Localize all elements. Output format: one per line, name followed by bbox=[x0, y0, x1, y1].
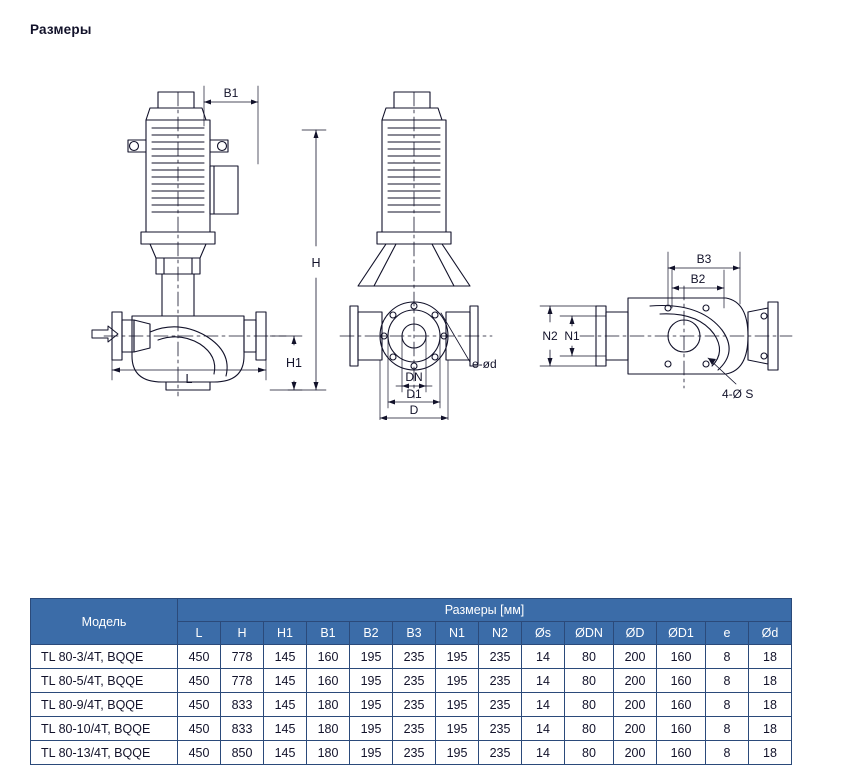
cell-H: 850 bbox=[221, 741, 264, 765]
cell-N1: 195 bbox=[436, 669, 479, 693]
dimensions-group-header: Размеры [мм] bbox=[178, 599, 792, 622]
cell-B2: 195 bbox=[350, 741, 393, 765]
cell-H1: 145 bbox=[264, 717, 307, 741]
cell-OD: 200 bbox=[614, 669, 657, 693]
cell-B2: 195 bbox=[350, 669, 393, 693]
cell-Os: 14 bbox=[522, 645, 565, 669]
cell-ODN: 80 bbox=[565, 693, 614, 717]
dimensions-table bbox=[30, 598, 792, 765]
cell-OD: 200 bbox=[614, 645, 657, 669]
cell-OD: 200 bbox=[614, 717, 657, 741]
cell-H: 778 bbox=[221, 645, 264, 669]
plan-view bbox=[540, 252, 792, 401]
cell-OD1: 160 bbox=[657, 741, 706, 765]
cell-ODN: 80 bbox=[565, 717, 614, 741]
cell-B3: 235 bbox=[393, 693, 436, 717]
svg-text:B3: B3 bbox=[696, 252, 712, 266]
cell-B1: 160 bbox=[307, 645, 350, 669]
cell-model: TL 80-13/4T, BQQE bbox=[31, 741, 178, 765]
svg-text:4-Ø S: 4-Ø S bbox=[722, 387, 754, 401]
col-header-L: L bbox=[178, 622, 221, 645]
cell-H: 778 bbox=[221, 669, 264, 693]
cell-B3: 235 bbox=[393, 717, 436, 741]
cell-ODN: 80 bbox=[565, 741, 614, 765]
cell-H1: 145 bbox=[264, 669, 307, 693]
cell-B1: 180 bbox=[307, 741, 350, 765]
svg-text:N1: N1 bbox=[564, 329, 580, 343]
col-header-B1: B1 bbox=[307, 622, 350, 645]
col-header-Os: Øs bbox=[522, 622, 565, 645]
side-view bbox=[340, 92, 497, 420]
cell-B1: 180 bbox=[307, 717, 350, 741]
cell-OD: 200 bbox=[614, 741, 657, 765]
cell-ODN: 80 bbox=[565, 669, 614, 693]
svg-text:e-ød: e-ød bbox=[472, 357, 497, 371]
cell-H1: 145 bbox=[264, 645, 307, 669]
cell-Od: 18 bbox=[749, 693, 792, 717]
cell-model: TL 80-3/4T, BQQE bbox=[31, 645, 178, 669]
cell-N2: 235 bbox=[479, 717, 522, 741]
cell-model: TL 80-9/4T, BQQE bbox=[31, 693, 178, 717]
svg-text:B1: B1 bbox=[223, 86, 239, 100]
col-header-OD: ØD bbox=[614, 622, 657, 645]
cell-Os: 14 bbox=[522, 693, 565, 717]
cell-H: 833 bbox=[221, 693, 264, 717]
cell-L: 450 bbox=[178, 717, 221, 741]
table-row bbox=[31, 693, 792, 717]
svg-text:L: L bbox=[185, 372, 193, 386]
cell-ODN: 80 bbox=[565, 645, 614, 669]
table-row bbox=[31, 645, 792, 669]
model-column-header: Модель bbox=[31, 599, 178, 645]
cell-H1: 145 bbox=[264, 693, 307, 717]
cell-OD1: 160 bbox=[657, 717, 706, 741]
cell-B1: 180 bbox=[307, 693, 350, 717]
cell-H1: 145 bbox=[264, 741, 307, 765]
cell-e: 8 bbox=[706, 741, 749, 765]
cell-Os: 14 bbox=[522, 717, 565, 741]
col-header-N2: N2 bbox=[479, 622, 522, 645]
cell-Os: 14 bbox=[522, 669, 565, 693]
cell-B3: 235 bbox=[393, 741, 436, 765]
svg-text:H: H bbox=[311, 256, 321, 270]
cell-L: 450 bbox=[178, 693, 221, 717]
cell-B2: 195 bbox=[350, 717, 393, 741]
svg-text:D1: D1 bbox=[406, 387, 422, 401]
cell-model: TL 80-10/4T, BQQE bbox=[31, 717, 178, 741]
col-header-ODN: ØDN bbox=[565, 622, 614, 645]
cell-Od: 18 bbox=[749, 741, 792, 765]
cell-N1: 195 bbox=[436, 741, 479, 765]
col-header-OD1: ØD1 bbox=[657, 622, 706, 645]
cell-Od: 18 bbox=[749, 669, 792, 693]
cell-L: 450 bbox=[178, 741, 221, 765]
table-header-row-1 bbox=[31, 599, 792, 622]
cell-N1: 195 bbox=[436, 693, 479, 717]
cell-B1: 160 bbox=[307, 669, 350, 693]
cell-B3: 235 bbox=[393, 645, 436, 669]
col-header-B3: B3 bbox=[393, 622, 436, 645]
table-row bbox=[31, 717, 792, 741]
cell-N1: 195 bbox=[436, 645, 479, 669]
cell-B2: 195 bbox=[350, 693, 393, 717]
cell-H: 833 bbox=[221, 717, 264, 741]
table-row bbox=[31, 741, 792, 765]
cell-N2: 235 bbox=[479, 693, 522, 717]
pump-dimension-drawing bbox=[0, 40, 856, 420]
cell-Od: 18 bbox=[749, 717, 792, 741]
svg-text:D: D bbox=[409, 403, 419, 417]
cell-e: 8 bbox=[706, 717, 749, 741]
cell-Od: 18 bbox=[749, 645, 792, 669]
col-header-H1: H1 bbox=[264, 622, 307, 645]
col-header-H: H bbox=[221, 622, 264, 645]
col-header-e: e bbox=[706, 622, 749, 645]
cell-N2: 235 bbox=[479, 669, 522, 693]
svg-text:DN: DN bbox=[405, 370, 423, 384]
col-header-N1: N1 bbox=[436, 622, 479, 645]
cell-OD: 200 bbox=[614, 693, 657, 717]
col-header-Od: Ød bbox=[749, 622, 792, 645]
cell-Os: 14 bbox=[522, 741, 565, 765]
svg-text:H1: H1 bbox=[286, 356, 302, 370]
col-header-B2: B2 bbox=[350, 622, 393, 645]
cell-N2: 235 bbox=[479, 645, 522, 669]
front-view bbox=[92, 86, 326, 396]
cell-OD1: 160 bbox=[657, 693, 706, 717]
cell-e: 8 bbox=[706, 645, 749, 669]
cell-N2: 235 bbox=[479, 741, 522, 765]
cell-e: 8 bbox=[706, 693, 749, 717]
svg-text:N2: N2 bbox=[542, 329, 558, 343]
cell-B2: 195 bbox=[350, 645, 393, 669]
cell-B3: 235 bbox=[393, 669, 436, 693]
page-title: Размеры bbox=[30, 22, 92, 37]
cell-model: TL 80-5/4T, BQQE bbox=[31, 669, 178, 693]
cell-OD1: 160 bbox=[657, 669, 706, 693]
cell-e: 8 bbox=[706, 669, 749, 693]
cell-L: 450 bbox=[178, 645, 221, 669]
cell-N1: 195 bbox=[436, 717, 479, 741]
table-row bbox=[31, 669, 792, 693]
cell-OD1: 160 bbox=[657, 645, 706, 669]
cell-L: 450 bbox=[178, 669, 221, 693]
svg-text:B2: B2 bbox=[690, 272, 706, 286]
